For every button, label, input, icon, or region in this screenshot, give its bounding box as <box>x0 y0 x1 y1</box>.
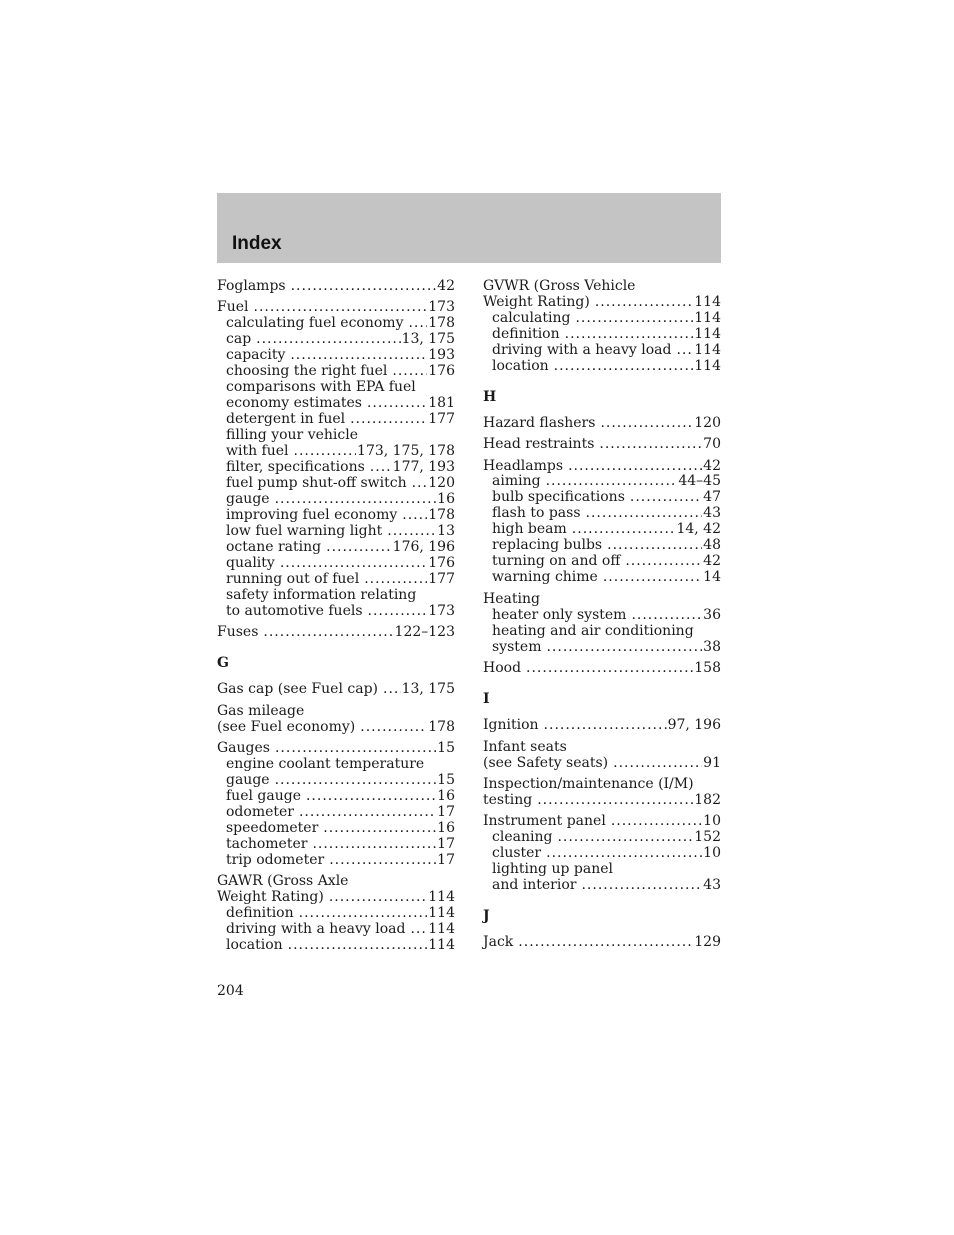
index-subentry-line <box>217 348 455 363</box>
entry-text: Jack <box>483 934 514 951</box>
index-entry <box>483 459 721 586</box>
dot-leader <box>607 538 702 553</box>
entry-text: Fuel <box>217 298 249 315</box>
index-subentry-line <box>483 538 721 553</box>
page-reference: 193 <box>428 346 455 363</box>
index-subentry-line <box>217 588 455 603</box>
index-entry <box>483 661 721 676</box>
index-entry-line <box>483 777 721 792</box>
page-reference: 182 <box>694 791 721 808</box>
index-subentry-line <box>483 570 721 585</box>
index-subentry-line <box>483 474 721 489</box>
page-reference: 114 <box>428 889 455 906</box>
index-subentry-line <box>217 572 455 587</box>
dot-leader <box>387 524 436 539</box>
page-reference: 114 <box>428 936 455 953</box>
index-entry-line <box>217 890 455 905</box>
entry-text: trip odometer <box>226 851 325 868</box>
entry-text: testing <box>483 791 533 808</box>
index-entry <box>483 740 721 771</box>
dot-leader <box>290 348 427 363</box>
entry-text: odometer <box>226 803 294 820</box>
entry-text: Headlamps <box>483 457 564 474</box>
index-subentry-line <box>217 428 455 443</box>
dot-leader <box>280 556 427 571</box>
dot-leader <box>611 814 702 829</box>
page-reference: 13, 175 <box>401 330 455 347</box>
index-subentry-line <box>217 332 455 347</box>
entry-text: calculating fuel economy <box>226 314 404 331</box>
page-reference: 42 <box>703 457 721 474</box>
entry-text: definition <box>226 905 294 922</box>
index-subentry-line <box>217 906 455 921</box>
index-subentry-line <box>483 506 721 521</box>
entry-text: gauge <box>226 490 270 507</box>
entry-text: heater only system <box>492 606 627 623</box>
page-reference: 181 <box>428 394 455 411</box>
dot-leader <box>364 572 427 587</box>
index-entry-line <box>217 300 455 315</box>
dot-leader <box>572 522 676 537</box>
index-subentry-line <box>217 412 455 427</box>
index-entry <box>483 592 721 655</box>
index-entry <box>483 718 721 733</box>
page-reference: 120 <box>428 474 455 491</box>
index-entry-line <box>483 459 721 474</box>
index-entry <box>217 741 455 868</box>
page-reference: 114 <box>694 341 721 358</box>
entry-text: definition <box>492 325 560 342</box>
index-subentry-line <box>217 396 455 411</box>
index-entry-line <box>483 437 721 452</box>
entry-text: bulb specifications <box>492 489 625 506</box>
dot-leader <box>544 718 667 733</box>
page-reference: 97, 196 <box>667 717 721 734</box>
page-reference: 70 <box>703 436 721 453</box>
entry-text: driving with a heavy load <box>226 921 406 937</box>
page-reference: 177 <box>428 410 455 427</box>
page-reference: 114 <box>694 309 721 326</box>
dot-leader <box>599 437 702 452</box>
dot-leader <box>329 853 436 868</box>
index-subentry-line <box>483 554 721 569</box>
index-entry-line <box>217 682 455 697</box>
index-entry <box>483 279 721 374</box>
dot-leader <box>392 364 427 379</box>
page-reference: 13, 175 <box>401 681 455 698</box>
entry-text: comparisons with EPA fuel <box>226 378 416 395</box>
entry-text: Gas mileage <box>217 702 305 719</box>
dot-leader <box>402 508 427 523</box>
dot-leader <box>350 412 427 427</box>
dot-leader <box>275 741 436 756</box>
entry-text: Weight Rating) <box>217 889 324 906</box>
page-reference: 42 <box>703 553 721 570</box>
section-letter: I <box>483 691 490 708</box>
page-reference: 43 <box>703 877 721 894</box>
index-subentry-line <box>217 837 455 852</box>
index-subentry-line <box>483 830 721 845</box>
entry-text: to automotive fuels <box>226 602 363 619</box>
page-reference: 114 <box>428 905 455 922</box>
index-subentry-line <box>217 444 455 459</box>
entry-text: Foglamps <box>217 277 286 294</box>
page-title: Index <box>232 233 282 254</box>
index-subentry-line <box>217 540 455 555</box>
entry-text: flash to pass <box>492 505 581 522</box>
entry-text: tachometer <box>226 835 308 852</box>
page-reference: 91 <box>703 754 721 771</box>
entry-text: high beam <box>492 521 567 538</box>
page-reference: 15 <box>437 771 455 788</box>
entry-text: gauge <box>226 771 270 788</box>
index-entry-line <box>217 279 455 294</box>
page-reference: 36 <box>703 606 721 623</box>
index-subentry-line <box>217 364 455 379</box>
dot-leader <box>275 492 437 507</box>
page-reference: 14 <box>703 569 721 586</box>
index-entry-line <box>217 741 455 756</box>
page-reference: 122–123 <box>394 623 455 640</box>
entry-text: turning on and off <box>492 553 621 570</box>
index-subentry-line <box>217 938 455 953</box>
dot-leader <box>537 793 693 808</box>
index-subentry-line <box>217 757 455 772</box>
index-subentry-line <box>217 492 455 507</box>
index-subentry-line <box>483 846 721 861</box>
page-reference: 114 <box>694 325 721 342</box>
index-entry-line <box>483 814 721 829</box>
index-entry <box>483 416 721 431</box>
dot-leader <box>603 570 702 585</box>
page-reference: 114 <box>694 293 721 310</box>
index-entry <box>217 874 455 953</box>
dot-leader <box>546 474 678 489</box>
dot-leader <box>288 938 428 953</box>
index-entry-line <box>483 756 721 771</box>
index-subentry-line <box>483 878 721 893</box>
dot-leader <box>600 416 693 431</box>
entry-text: improving fuel economy <box>226 506 398 523</box>
page-reference: 43 <box>703 505 721 522</box>
index-entry <box>217 704 455 735</box>
index-subentry-line <box>483 327 721 342</box>
dot-leader <box>412 476 428 491</box>
entry-text: driving with a heavy load <box>492 341 672 358</box>
dot-leader <box>565 327 694 342</box>
index-entry <box>217 625 455 640</box>
index-subentry-line <box>217 556 455 571</box>
page-reference: 158 <box>694 659 721 676</box>
dot-leader <box>263 625 393 640</box>
page-reference: 152 <box>694 829 721 846</box>
page-reference: 44–45 <box>678 473 721 490</box>
section-letter: J <box>483 908 490 925</box>
page-reference: 16 <box>437 490 455 507</box>
page-reference: 176, 196 <box>392 538 455 555</box>
entry-text: GVWR (Gross Vehicle <box>483 277 636 294</box>
entry-text: calculating <box>492 309 571 326</box>
index-entry <box>483 814 721 893</box>
entry-text: Infant seats <box>483 738 567 755</box>
entry-text: fuel pump shut-off switch <box>226 474 407 491</box>
index-entry <box>483 935 721 950</box>
page-reference: 173 <box>428 298 455 315</box>
entry-text: Inspection/maintenance (I/M) <box>483 775 694 792</box>
dot-leader <box>586 506 703 521</box>
index-subentry-line <box>217 380 455 395</box>
entry-text: filling your vehicle <box>226 426 358 443</box>
page-reference: 114 <box>694 357 721 374</box>
dot-leader <box>360 720 427 735</box>
entry-text: Head restraints <box>483 436 595 453</box>
page-reference: 178 <box>428 506 455 523</box>
page-reference: 176 <box>428 554 455 571</box>
page-reference: 10 <box>703 813 721 830</box>
index-subentry-line <box>483 311 721 326</box>
entry-text: Weight Rating) <box>483 293 590 310</box>
dot-leader <box>254 300 428 315</box>
entry-text: low fuel warning light <box>226 522 383 539</box>
dot-leader <box>557 830 693 845</box>
entry-text: Fuses <box>217 623 259 640</box>
page-reference: 48 <box>703 537 721 554</box>
entry-text: Gauges <box>217 739 270 756</box>
entry-text: warning chime <box>492 569 598 586</box>
dot-leader <box>326 540 392 555</box>
index-subentry-line <box>483 862 721 877</box>
dot-leader <box>546 640 702 655</box>
dot-leader <box>631 608 702 623</box>
page-reference: 47 <box>703 489 721 506</box>
dot-leader <box>299 805 436 820</box>
section-letter: H <box>483 388 497 405</box>
index-subentry-line <box>217 805 455 820</box>
dot-leader <box>581 878 702 893</box>
page-reference: 38 <box>703 638 721 655</box>
entry-text: replacing bulbs <box>492 537 603 554</box>
entry-text: quality <box>226 554 275 571</box>
page-reference: 177, 193 <box>392 458 455 475</box>
entry-text: lighting up panel <box>492 861 613 878</box>
entry-text: engine coolant temperature <box>226 755 425 772</box>
entry-text: with fuel <box>226 442 289 459</box>
index-entry-line <box>483 793 721 808</box>
dot-leader <box>575 311 693 326</box>
index-entry-line <box>217 720 455 735</box>
dot-leader <box>329 890 427 905</box>
entry-text: capacity <box>226 346 286 363</box>
index-entry-line <box>483 279 721 294</box>
entry-text: location <box>226 936 283 953</box>
entry-text: Hood <box>483 659 522 676</box>
dot-leader <box>595 295 693 310</box>
index-subentry-line <box>217 773 455 788</box>
dot-leader <box>613 756 702 771</box>
page-reference: 114 <box>428 921 455 937</box>
index-entry <box>217 682 455 697</box>
dot-leader <box>275 773 437 788</box>
dot-leader <box>367 396 427 411</box>
dot-leader <box>323 821 436 836</box>
dot-leader <box>291 279 437 294</box>
index-subentry-line <box>217 821 455 836</box>
index-subentry-line <box>483 359 721 374</box>
dot-leader <box>518 935 693 950</box>
index-entry-line <box>217 874 455 889</box>
page-reference: 178 <box>428 314 455 331</box>
index-subentry-line <box>217 853 455 868</box>
index-subentry-line <box>217 476 455 491</box>
dot-leader <box>383 682 401 697</box>
index-entry-line <box>483 935 721 950</box>
index-entry <box>483 777 721 808</box>
page-reference: 42 <box>437 277 455 294</box>
page-reference: 129 <box>694 934 721 951</box>
page-number: 204 <box>217 983 244 999</box>
index-entry-line <box>483 295 721 310</box>
dot-leader <box>568 459 702 474</box>
entry-text: GAWR (Gross Axle <box>217 873 349 890</box>
entry-text: Ignition <box>483 717 539 734</box>
dot-leader <box>630 490 702 505</box>
entry-text: cluster <box>492 845 542 862</box>
entry-text: safety information relating <box>226 586 417 603</box>
index-entry-line <box>483 740 721 755</box>
page-reference: 14, 42 <box>676 521 721 538</box>
page-reference: 17 <box>437 851 455 868</box>
page-reference: 16 <box>437 787 455 804</box>
dot-leader <box>526 661 693 676</box>
entry-text: economy estimates <box>226 394 362 411</box>
entry-text: running out of fuel <box>226 570 360 587</box>
index-subentry-line <box>483 624 721 639</box>
index-column-right <box>483 278 721 951</box>
dot-leader <box>546 846 702 861</box>
index-entry <box>217 300 455 619</box>
entry-text: (see Safety seats) <box>483 754 609 771</box>
index-entry-line <box>483 416 721 431</box>
dot-leader <box>554 359 694 374</box>
dot-leader <box>299 906 428 921</box>
dot-leader <box>625 554 702 569</box>
index-subentry-line <box>217 460 455 475</box>
page-reference: 120 <box>694 414 721 431</box>
index-subentry-line <box>483 490 721 505</box>
entry-text: heating and air conditioning <box>492 622 694 639</box>
index-subentry-line <box>483 608 721 623</box>
entry-text: location <box>492 357 549 374</box>
index-header-banner <box>217 193 721 263</box>
dot-leader <box>294 444 357 459</box>
page-reference: 16 <box>437 819 455 836</box>
index-entry <box>217 279 455 294</box>
page-reference: 13 <box>437 522 455 539</box>
page-reference: 178 <box>428 718 455 735</box>
entry-text: Gas cap (see Fuel cap) <box>217 681 378 698</box>
index-subentry-line <box>217 524 455 539</box>
entry-text: cleaning <box>492 829 553 846</box>
dot-leader <box>410 922 427 937</box>
page-reference: 17 <box>437 835 455 852</box>
entry-text: (see Fuel economy) <box>217 718 356 735</box>
page-reference: 173, 175, 178 <box>357 442 455 459</box>
dot-leader <box>676 343 693 358</box>
dot-leader <box>306 789 436 804</box>
entry-text: detergent in fuel <box>226 410 346 427</box>
entry-text: Heating <box>483 590 540 607</box>
index-entry-line <box>217 625 455 640</box>
entry-text: system <box>492 638 542 655</box>
index-subentry-line <box>217 604 455 619</box>
entry-text: Hazard flashers <box>483 414 596 431</box>
index-entry-line <box>217 704 455 719</box>
index-subentry-line <box>217 316 455 331</box>
entry-text: choosing the right fuel <box>226 362 388 379</box>
index-subentry-line <box>483 522 721 537</box>
entry-text: octane rating <box>226 538 322 555</box>
index-subentry-line <box>217 508 455 523</box>
index-subentry-line <box>483 640 721 655</box>
section-letter: G <box>217 655 229 672</box>
entry-text: filter, specifications <box>226 458 365 475</box>
page-reference: 10 <box>703 845 721 862</box>
index-subentry-line <box>483 343 721 358</box>
entry-text: speedometer <box>226 819 319 836</box>
page-reference: 176 <box>428 362 455 379</box>
page-reference: 17 <box>437 803 455 820</box>
dot-leader <box>368 604 428 619</box>
page-reference: 177 <box>428 570 455 587</box>
index-column-left <box>217 278 455 953</box>
entry-text: and interior <box>492 877 577 894</box>
dot-leader <box>312 837 436 852</box>
dot-leader <box>370 460 392 475</box>
index-entry-line <box>483 661 721 676</box>
page-reference: 173 <box>428 602 455 619</box>
dot-leader <box>256 332 400 347</box>
index-entry-line <box>483 718 721 733</box>
index-entry <box>483 437 721 452</box>
index-subentry-line <box>217 922 455 937</box>
entry-text: fuel gauge <box>226 787 301 804</box>
index-subentry-line <box>217 789 455 804</box>
index-entry-line <box>483 592 721 607</box>
page-reference: 15 <box>437 739 455 756</box>
entry-text: aiming <box>492 473 541 490</box>
dot-leader <box>408 316 427 331</box>
entry-text: Instrument panel <box>483 813 606 830</box>
entry-text: cap <box>226 330 252 347</box>
